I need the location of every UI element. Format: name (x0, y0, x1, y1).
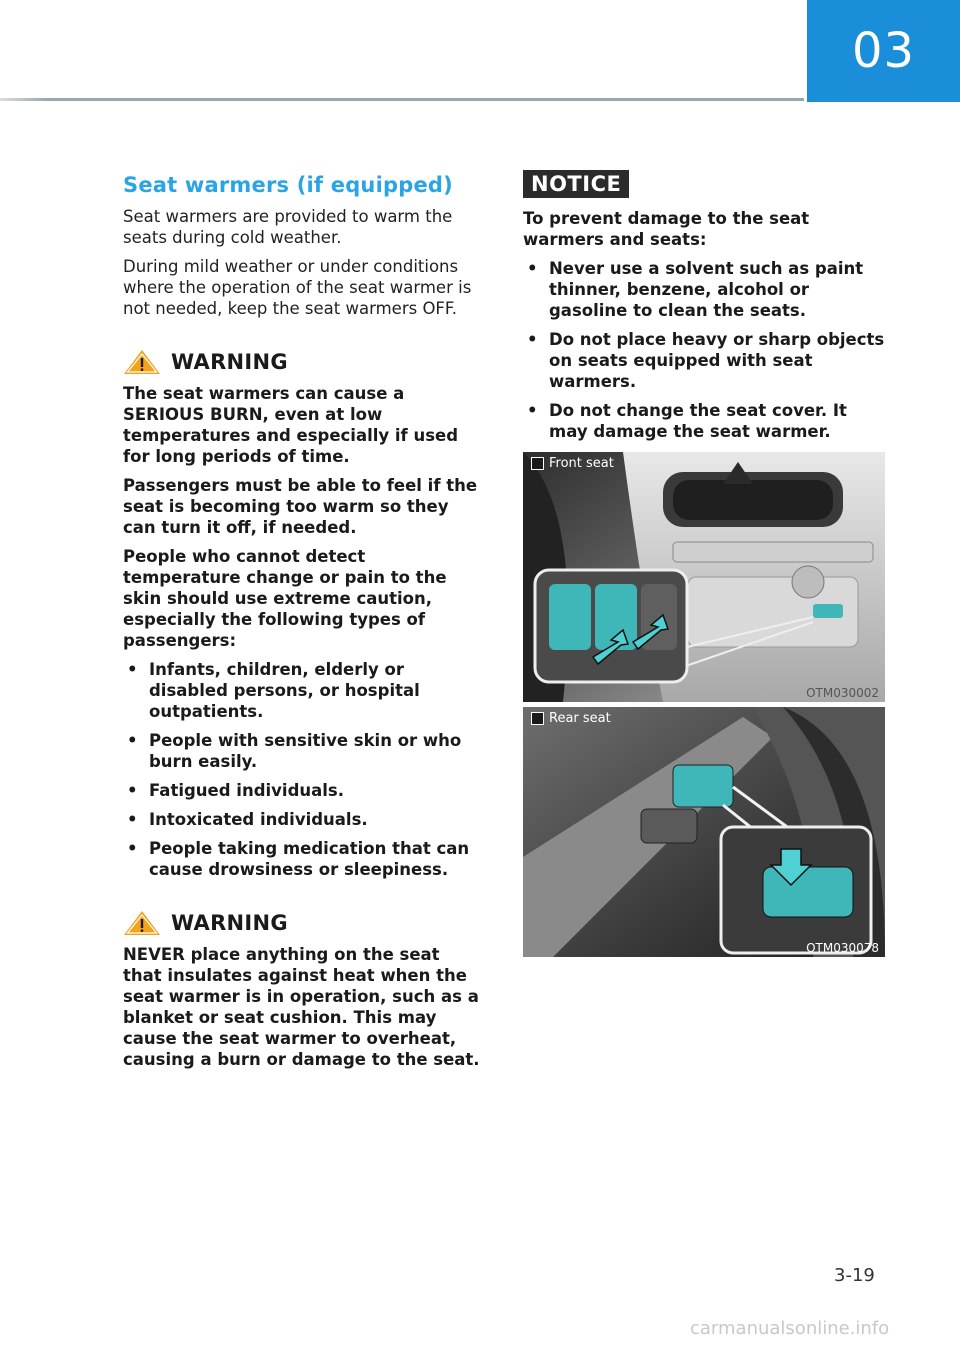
right-column (523, 170, 885, 957)
rear-seat-figure (523, 707, 885, 957)
warning-heading (123, 349, 481, 375)
warning-heading (123, 910, 481, 936)
warning-triangle-icon (123, 910, 161, 936)
notice-intro: To prevent damage to the seat warmers and seats: (523, 209, 810, 249)
warning-title: WARNING (171, 350, 288, 374)
list-item: • Do not change the seat cover. It may damage the seat warmer. (523, 400, 885, 442)
figure-caption (531, 456, 614, 471)
header-rule (0, 98, 804, 101)
caption-square-icon (531, 712, 544, 725)
warning-paragraph: Passengers must be able to feel if the seat is becoming too warm so they can turn it off, if needed. (123, 476, 478, 537)
warning-paragraph: NEVER place anything on the seat that insulates against heat when the seat warmer is in operation, such as a blanket or seat cushion. This may cause the seat warmer to overheat, causing a burn or damage to the seat. (123, 945, 480, 1069)
chapter-tab (807, 0, 960, 102)
list-item: • Do not place heavy or sharp objects on seats equipped with seat warmers. (523, 329, 885, 392)
list-item: • People with sensitive skin or who burn easily. (123, 730, 481, 772)
figure-caption-text: Front seat (549, 456, 614, 471)
front-seat-illustration (523, 452, 885, 702)
notice-bullet-list (523, 258, 885, 442)
left-column (123, 170, 481, 1078)
caption-square-icon (531, 457, 544, 470)
rear-seat-illustration (523, 707, 885, 957)
warning-paragraph: People who cannot detect temperature change or pain to the skin should use extreme caution, especially the following types of passengers: (123, 547, 447, 650)
warning-bullet-list (123, 659, 481, 880)
section-paragraph: During mild weather or under conditions where the operation of the seat warmer is not needed, keep the seat warmers OFF. (123, 257, 472, 318)
front-seat-figure (523, 452, 885, 702)
notice-badge: NOTICE (523, 170, 629, 198)
figure-code: OTM030078 (806, 941, 879, 955)
section-paragraph: Seat warmers are provided to warm the seats during cold weather. (123, 207, 453, 247)
section-title: Seat warmers (if equipped) (123, 173, 453, 197)
figure-caption (531, 711, 611, 726)
figure-caption-text: Rear seat (549, 711, 611, 726)
page-number: 3-19 (834, 1265, 875, 1286)
warning-triangle-icon (123, 349, 161, 375)
list-item: • Never use a solvent such as paint thinner, benzene, alcohol or gasoline to clean the seats. (523, 258, 885, 321)
chapter-number: 03 (851, 23, 916, 79)
list-item: • Fatigued individuals. (123, 780, 481, 801)
warning-paragraph: The seat warmers can cause a SERIOUS BURN, even at low temperatures and especially if used for long periods of time. (123, 384, 459, 466)
figure-code: OTM030002 (806, 686, 879, 700)
list-item: • Intoxicated individuals. (123, 809, 481, 830)
watermark: carmanualsonline.info (690, 1318, 890, 1339)
list-item: • People taking medication that can cause drowsiness or sleepiness. (123, 838, 481, 880)
warning-title: WARNING (171, 911, 288, 935)
list-item: • Infants, children, elderly or disabled persons, or hospital outpatients. (123, 659, 481, 722)
